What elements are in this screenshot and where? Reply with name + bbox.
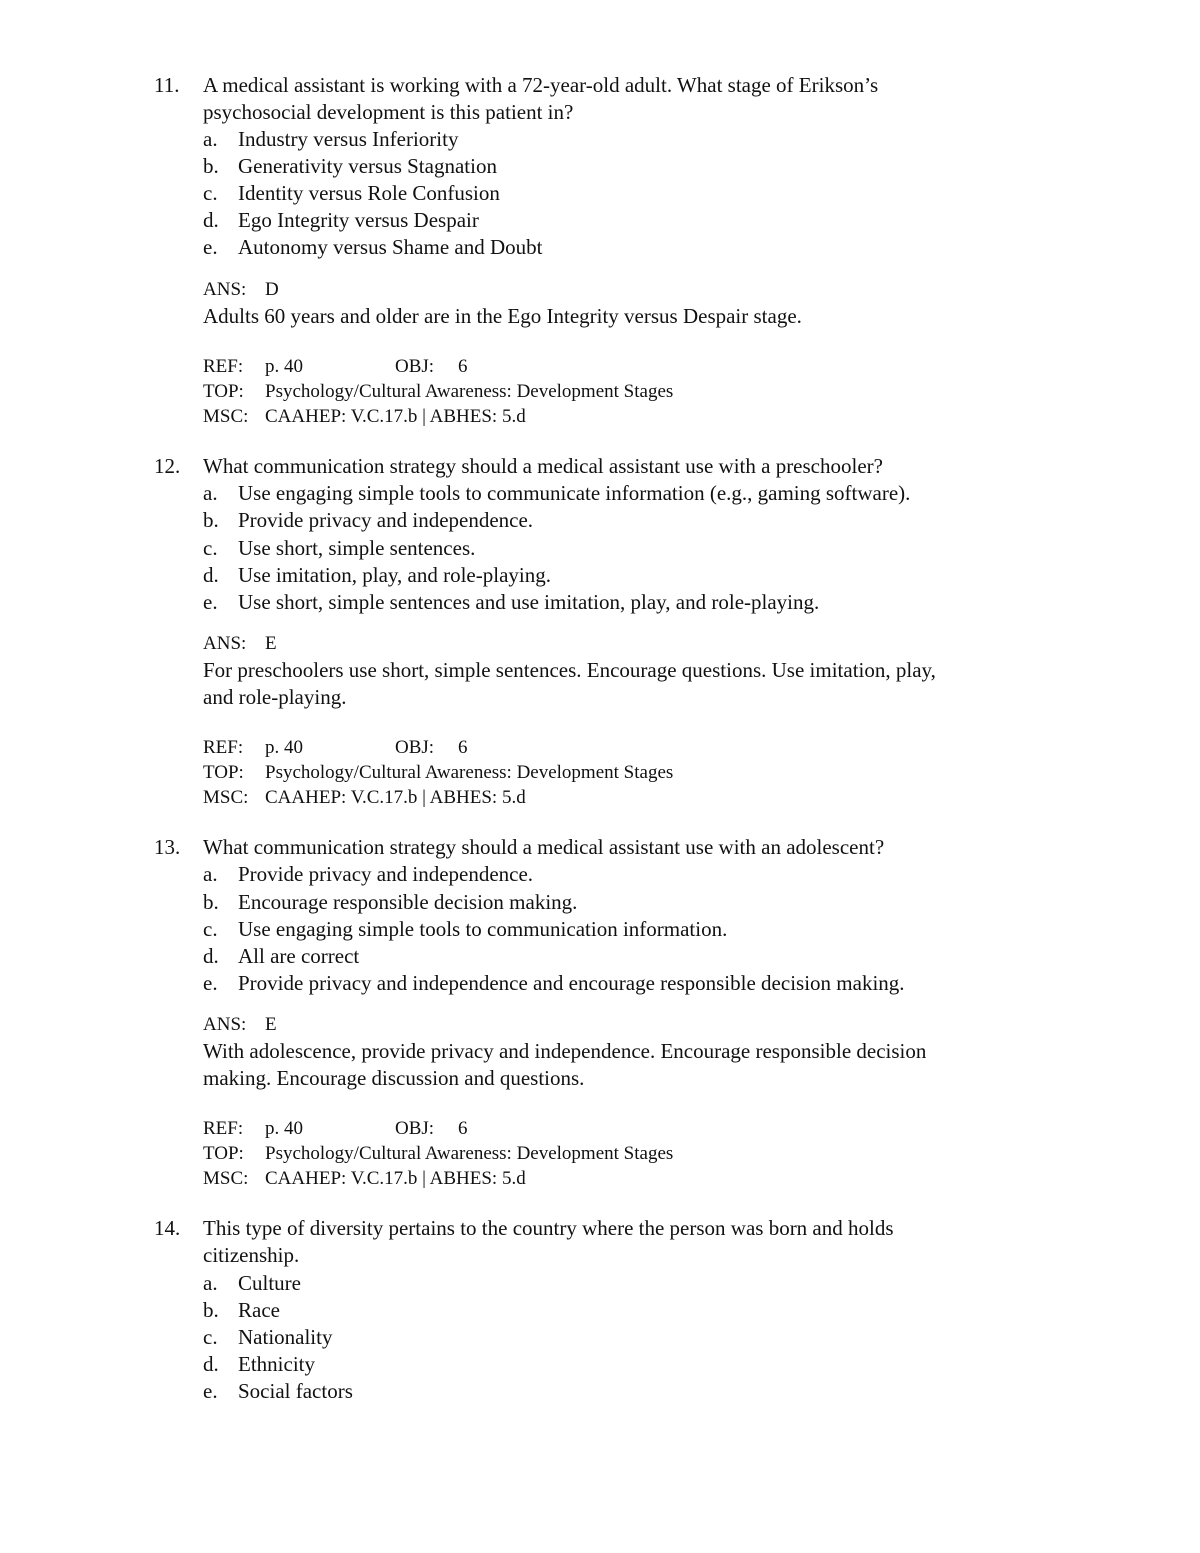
obj-label: OBJ: (395, 737, 435, 758)
ref-value: p. 40 (265, 1118, 303, 1139)
option-text: Provide privacy and independence. (238, 862, 534, 886)
option-text: Use engaging simple tools to communicate information (e.g., gaming software). (238, 481, 911, 505)
rationale-line: Adults 60 years and older are in the Ego Integrity versus Despair stage. (203, 304, 802, 328)
ref-label: REF: (203, 356, 244, 377)
option-letter: e. (203, 1379, 218, 1403)
option-letter: c. (203, 917, 218, 941)
option-text: Ethnicity (238, 1352, 315, 1376)
rationale-line: making. Encourage discussion and questions. (203, 1066, 585, 1090)
ref-value: p. 40 (265, 356, 303, 377)
answer-value: E (265, 1014, 277, 1035)
option-letter: a. (203, 481, 218, 505)
option-text: Generativity versus Stagnation (238, 154, 497, 178)
option-letter: c. (203, 1325, 218, 1349)
option-letter: a. (203, 862, 218, 886)
topic-label: TOP: (203, 762, 244, 783)
question-stem-line: citizenship. (203, 1243, 300, 1267)
obj-label: OBJ: (395, 356, 435, 377)
option-text: Culture (238, 1271, 301, 1295)
question-number: 11. (154, 73, 180, 97)
rationale-line: and role-playing. (203, 685, 347, 709)
obj-label: OBJ: (395, 1118, 435, 1139)
option-letter: e. (203, 971, 218, 995)
answer-label: ANS: (203, 1014, 247, 1035)
ref-label: REF: (203, 737, 244, 758)
answer-value: D (265, 279, 279, 300)
msc-label: MSC: (203, 406, 249, 427)
answer-label: ANS: (203, 279, 247, 300)
msc-value: CAAHEP: V.C.17.b | ABHES: 5.d (265, 1168, 526, 1189)
option-text: Use imitation, play, and role-playing. (238, 563, 551, 587)
question-stem-line: psychosocial development is this patient in? (203, 100, 574, 124)
option-text: Ego Integrity versus Despair (238, 208, 479, 232)
option-letter: b. (203, 508, 219, 532)
option-text: Industry versus Inferiority (238, 127, 459, 151)
option-letter: b. (203, 890, 219, 914)
msc-label: MSC: (203, 787, 249, 808)
option-text: Race (238, 1298, 280, 1322)
option-text: Social factors (238, 1379, 353, 1403)
option-text: Use engaging simple tools to communication information. (238, 917, 728, 941)
option-letter: d. (203, 208, 219, 232)
topic-value: Psychology/Cultural Awareness: Development Stages (265, 762, 674, 783)
option-text: Use short, simple sentences. (238, 536, 476, 560)
rationale-line: With adolescence, provide privacy and independence. Encourage responsible decision (203, 1039, 927, 1063)
question-stem-line: What communication strategy should a medical assistant use with a preschooler? (203, 454, 883, 478)
option-letter: b. (203, 154, 219, 178)
topic-label: TOP: (203, 1143, 244, 1164)
msc-value: CAAHEP: V.C.17.b | ABHES: 5.d (265, 406, 526, 427)
option-letter: e. (203, 235, 218, 259)
answer-value: E (265, 633, 277, 654)
obj-value: 6 (458, 737, 468, 758)
msc-label: MSC: (203, 1168, 249, 1189)
option-letter: d. (203, 1352, 219, 1376)
topic-label: TOP: (203, 381, 244, 402)
option-text: Provide privacy and independence and encourage responsible decision making. (238, 971, 905, 995)
option-text: Nationality (238, 1325, 333, 1349)
option-text: Provide privacy and independence. (238, 508, 534, 532)
obj-value: 6 (458, 1118, 468, 1139)
topic-value: Psychology/Cultural Awareness: Development Stages (265, 381, 674, 402)
option-letter: c. (203, 536, 218, 560)
option-text: Use short, simple sentences and use imitation, play, and role-playing. (238, 590, 820, 614)
answer-label: ANS: (203, 633, 247, 654)
question-stem-line: A medical assistant is working with a 72-year-old adult. What stage of Erikson’s (203, 73, 879, 97)
option-letter: e. (203, 590, 218, 614)
ref-label: REF: (203, 1118, 244, 1139)
msc-value: CAAHEP: V.C.17.b | ABHES: 5.d (265, 787, 526, 808)
question-stem-line: What communication strategy should a medical assistant use with an adolescent? (203, 835, 885, 859)
option-text: Encourage responsible decision making. (238, 890, 578, 914)
option-letter: a. (203, 1271, 218, 1295)
question-stem-line: This type of diversity pertains to the country where the person was born and holds (203, 1216, 894, 1240)
option-text: Autonomy versus Shame and Doubt (238, 235, 543, 259)
option-text: All are correct (238, 944, 360, 968)
option-letter: a. (203, 127, 218, 151)
option-letter: b. (203, 1298, 219, 1322)
question-number: 13. (154, 835, 181, 859)
option-letter: d. (203, 563, 219, 587)
question-number: 12. (154, 454, 181, 478)
option-text: Identity versus Role Confusion (238, 181, 500, 205)
option-letter: d. (203, 944, 219, 968)
obj-value: 6 (458, 356, 468, 377)
option-letter: c. (203, 181, 218, 205)
question-number: 14. (154, 1216, 181, 1240)
rationale-line: For preschoolers use short, simple sentences. Encourage questions. Use imitation, play, (203, 658, 936, 682)
topic-value: Psychology/Cultural Awareness: Development Stages (265, 1143, 674, 1164)
ref-value: p. 40 (265, 737, 303, 758)
